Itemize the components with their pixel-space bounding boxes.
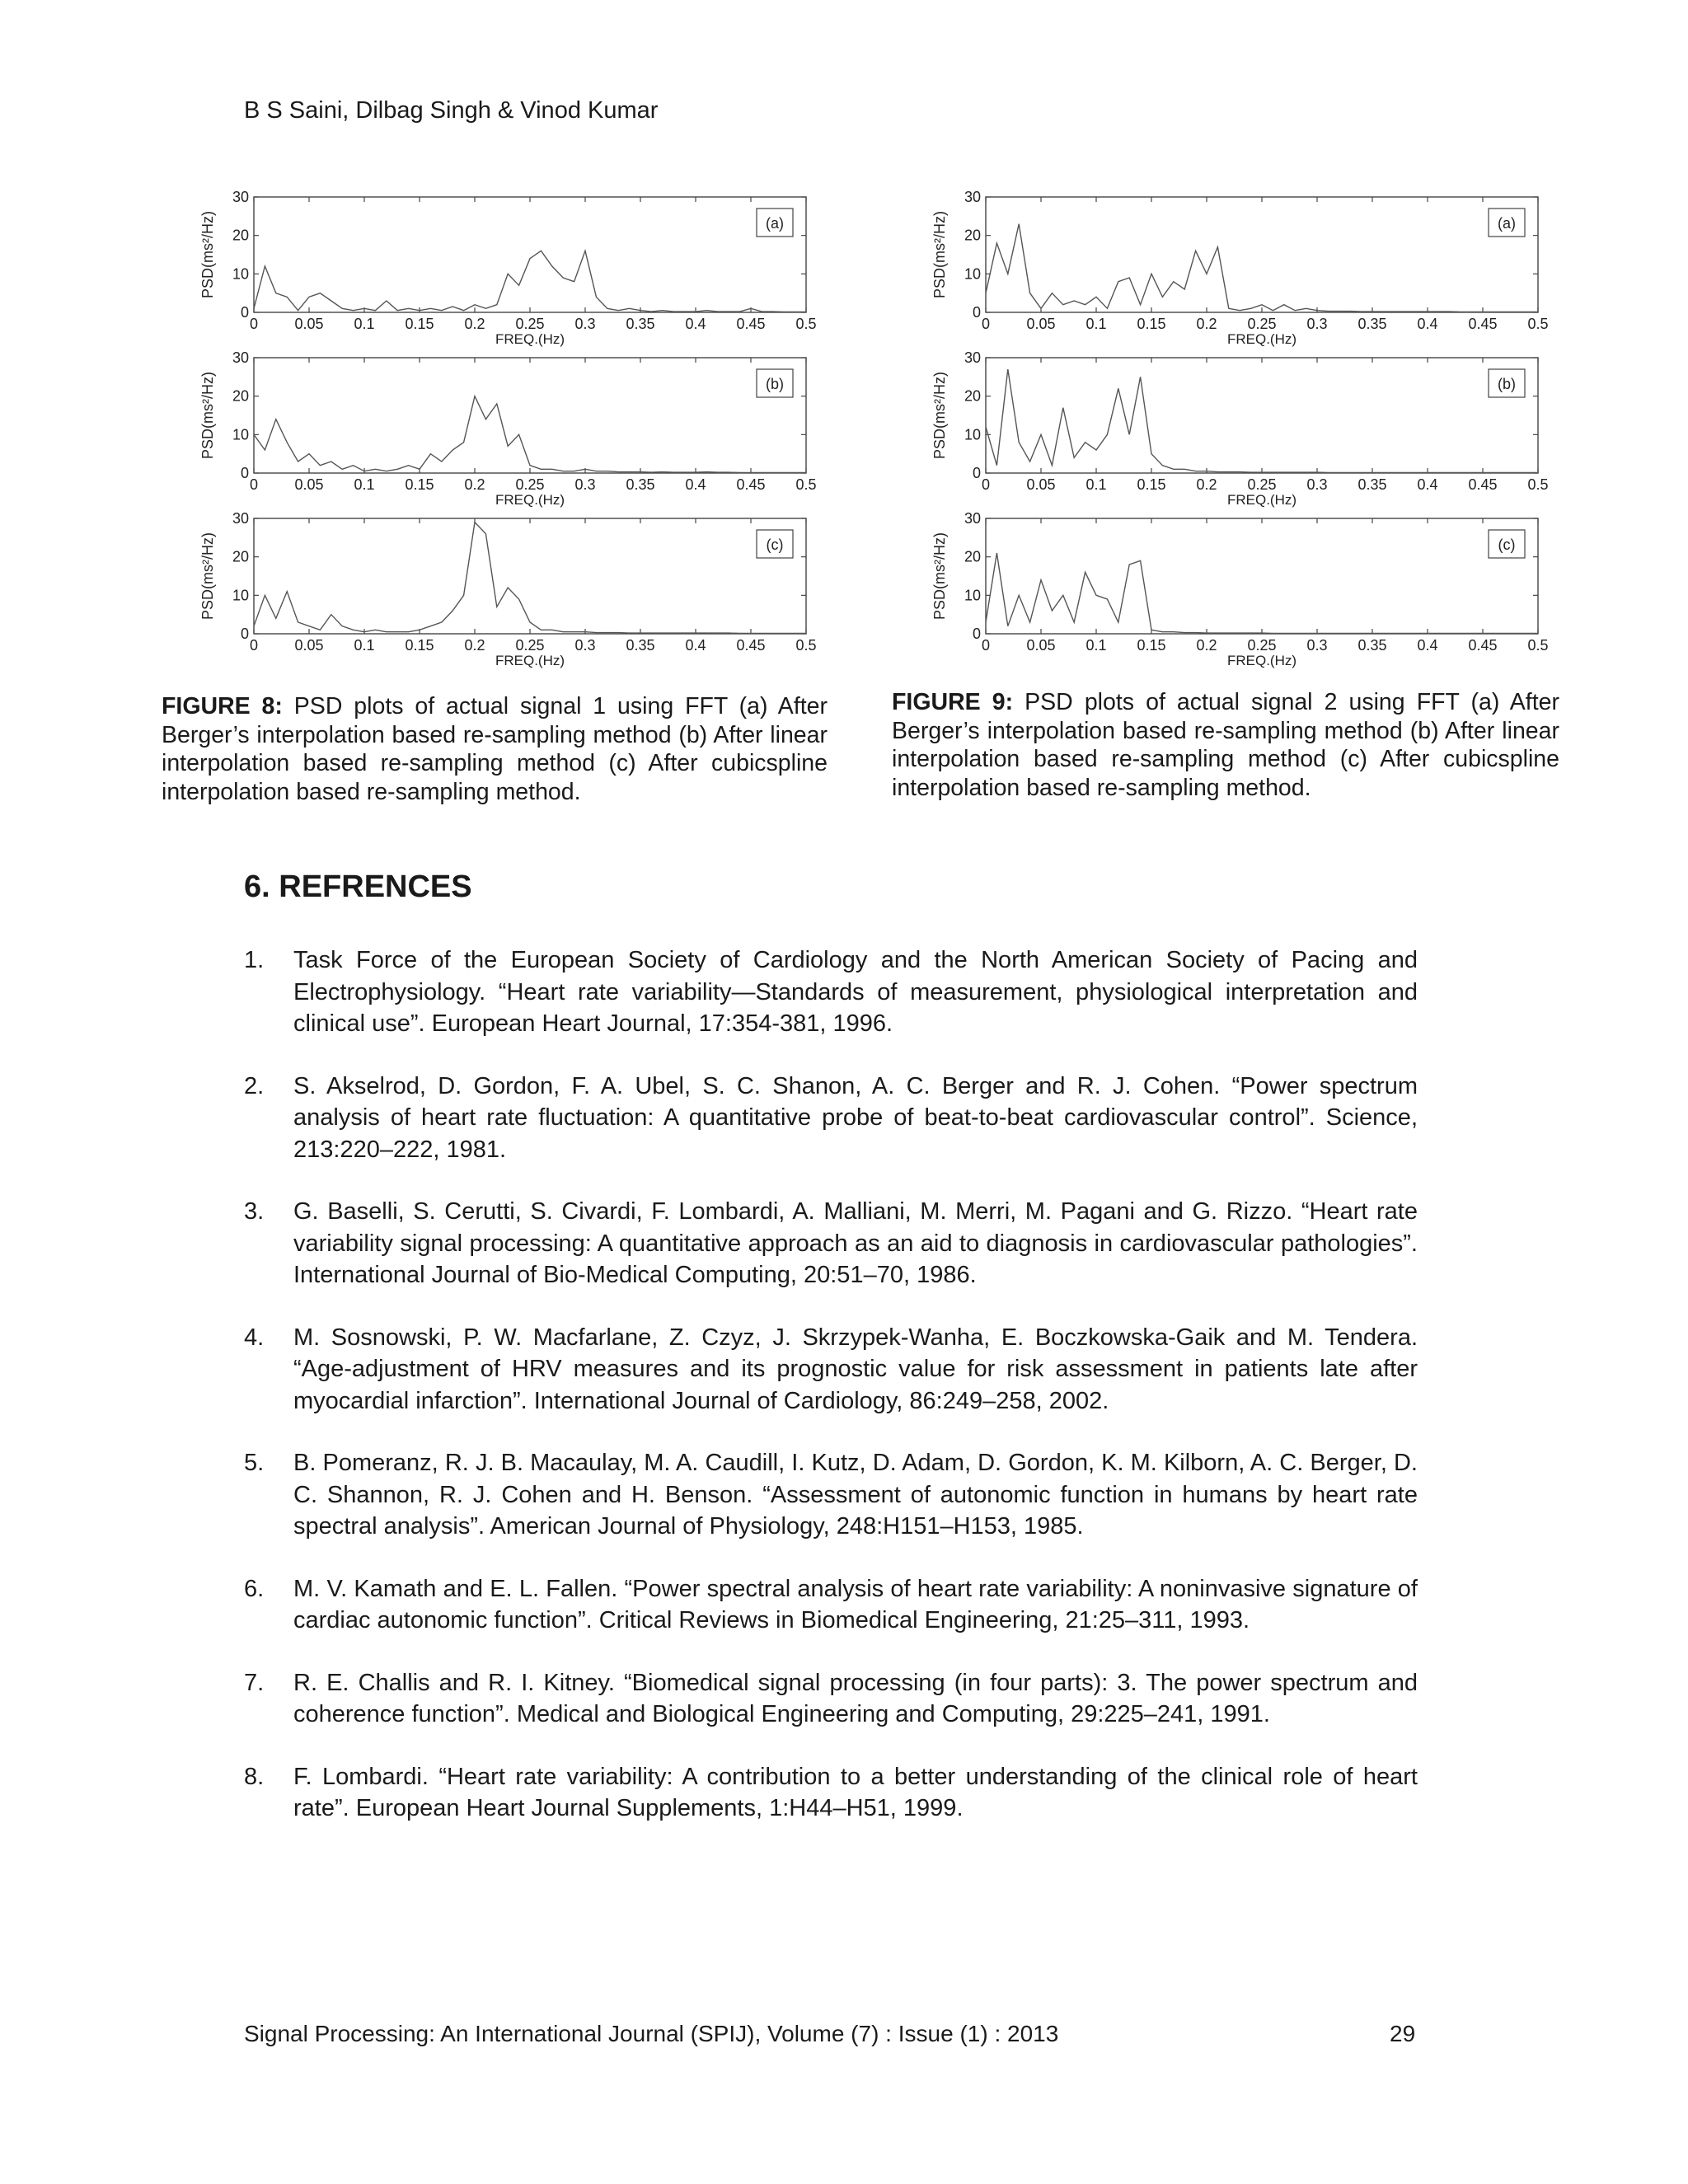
- y-tick-label: 0: [240, 626, 249, 642]
- x-tick-label: 0.4: [685, 316, 706, 332]
- y-tick-label: 30: [232, 349, 249, 366]
- reference-text: B. Pomeranz, R. J. B. Macaulay, M. A. Caudill, I. Kutz, D. Adam, D. Gordon, K. M. Kilborn, A. C. Berger, D. C. Shannon, R. J. Cohen and H. Benson. “Assessment of autonomic function in humans by heart rate spectral analysis”. American Journal of Physiology, 248:H151–H153, 1985.: [293, 1450, 1418, 1540]
- x-axis-label: FREQ.(Hz): [495, 331, 565, 347]
- footer-journal: Signal Processing: An International Journal (SPIJ), Volume (7) : Issue (1) : 2013: [244, 2021, 1059, 2046]
- y-tick-label: 10: [964, 426, 981, 443]
- y-tick-label: 0: [972, 304, 981, 321]
- x-tick-label: 0.1: [354, 637, 375, 654]
- x-tick-label: 0.15: [405, 637, 434, 654]
- x-tick-label: 0.15: [405, 476, 434, 493]
- x-tick-label: 0.35: [626, 637, 655, 654]
- x-tick-label: 0.35: [1357, 476, 1387, 493]
- x-tick-label: 0.3: [1306, 316, 1328, 332]
- reference-text: M. Sosnowski, P. W. Macfarlane, Z. Czyz, J. Skrzypek-Wanha, E. Boczkowska-Gaik and M. Tendera. “Age-adjustment of HRV measures and its prognostic value for risk assessment in patients late after myocardial infarction”. International Journal of Cardiology, 86:249–258, 2002.: [293, 1324, 1418, 1414]
- y-tick-label: 10: [964, 587, 981, 604]
- reference-number: 7.: [244, 1669, 265, 1696]
- fig9-panel-1: [931, 349, 1549, 508]
- fig8-panel-0: [199, 189, 817, 347]
- figure-8-plots: [190, 185, 832, 680]
- x-tick-label: 0.5: [1527, 637, 1549, 654]
- x-axis-label: FREQ.(Hz): [495, 653, 565, 668]
- plot-frame: [986, 197, 1538, 312]
- x-tick-label: 0.35: [1357, 316, 1387, 332]
- figure-9-plots: [921, 185, 1564, 680]
- x-tick-label: 0.3: [1306, 637, 1328, 654]
- y-axis-label: PSD(ms²/Hz): [931, 372, 948, 459]
- plot-frame: [254, 518, 806, 634]
- page-number: 29: [1390, 2021, 1416, 2046]
- x-tick-label: 0.05: [294, 316, 324, 332]
- x-tick-label: 0.4: [1417, 476, 1438, 493]
- x-tick-label: 0.1: [354, 476, 375, 493]
- x-tick-label: 0.1: [1085, 637, 1107, 654]
- panel-label: (b): [766, 376, 784, 392]
- figure-9-caption: [892, 688, 1559, 802]
- reference-item: [244, 1071, 1418, 1166]
- x-tick-label: 0.25: [1247, 637, 1277, 654]
- x-tick-label: 0.2: [1196, 637, 1217, 654]
- x-tick-label: 0.15: [1137, 476, 1166, 493]
- plot-frame: [986, 518, 1538, 634]
- x-tick-label: 0.5: [1527, 316, 1549, 332]
- y-tick-label: 20: [232, 387, 249, 405]
- reference-number: 6.: [244, 1575, 265, 1602]
- reference-item: [244, 1573, 1418, 1637]
- x-tick-label: 0.2: [1196, 476, 1217, 493]
- x-axis-label: FREQ.(Hz): [1226, 492, 1297, 508]
- y-tick-label: 30: [232, 510, 249, 527]
- x-tick-label: 0.05: [294, 476, 324, 493]
- psd-series-line: [986, 553, 1538, 634]
- y-tick-label: 30: [964, 349, 981, 366]
- figure-8-caption-text: PSD plots of actual signal 1 using FFT (a) After Berger’s interpolation based re-sampling method (b) After linear interpolation based re-sampling method (c) After cubicspline interpolation based re-sampling method.: [162, 693, 828, 805]
- reference-text: R. E. Challis and R. I. Kitney. “Biomedical signal processing (in four parts): 3. The power spectrum and coherence function”. Medical and Biological Engineering and Computing, 29:225–241, 1991.: [293, 1669, 1418, 1727]
- panel-label: (a): [1498, 215, 1516, 232]
- y-tick-label: 30: [964, 189, 981, 205]
- y-tick-label: 0: [240, 304, 249, 321]
- x-tick-label: 0.05: [294, 637, 324, 654]
- x-tick-label: 0.4: [685, 476, 706, 493]
- x-tick-label: 0: [249, 476, 259, 493]
- x-tick-label: 0.45: [1468, 476, 1498, 493]
- x-tick-label: 0.25: [1247, 316, 1277, 332]
- reference-text: Task Force of the European Society of Cardiology and the North American Society of Pacing and Electrophysiology. “Heart rate variability—Standards of measurement, physiological interpretation and clinical use”. European Heart Journal, 17:354-381, 1996.: [293, 947, 1418, 1037]
- x-tick-label: 0.45: [736, 476, 766, 493]
- x-tick-label: 0.3: [574, 316, 596, 332]
- x-tick-label: 0.35: [1357, 637, 1387, 654]
- y-axis-label: PSD(ms²/Hz): [199, 532, 216, 620]
- psd-series-line: [986, 369, 1538, 473]
- y-tick-label: 20: [964, 387, 981, 405]
- fig9-panel-0: [931, 189, 1549, 347]
- y-tick-label: 10: [232, 587, 249, 604]
- x-tick-label: 0: [249, 637, 259, 654]
- x-axis-label: FREQ.(Hz): [495, 492, 565, 508]
- reference-item: [244, 1761, 1418, 1825]
- x-tick-label: 0.35: [626, 316, 655, 332]
- reference-text: F. Lombardi. “Heart rate variability: A contribution to a better understanding of the clinical role of heart rate”. European Heart Journal Supplements, 1:H44–H51, 1999.: [293, 1763, 1418, 1821]
- x-tick-label: 0.5: [795, 316, 817, 332]
- section-heading: 6. REFRENCES: [244, 869, 472, 904]
- x-tick-label: 0.3: [1306, 476, 1328, 493]
- x-tick-label: 0.5: [1527, 476, 1549, 493]
- x-tick-label: 0.5: [795, 637, 817, 654]
- y-axis-label: PSD(ms²/Hz): [931, 211, 948, 298]
- psd-series-line: [254, 523, 806, 634]
- x-tick-label: 0.05: [1026, 637, 1056, 654]
- reference-number: 5.: [244, 1450, 265, 1476]
- x-tick-label: 0.1: [1085, 476, 1107, 493]
- reference-list: [244, 944, 1418, 1855]
- panel-label: (b): [1498, 376, 1516, 392]
- x-tick-label: 0.35: [626, 476, 655, 493]
- running-header: B S Saini, Dilbag Singh & Vinod Kumar: [244, 97, 659, 124]
- y-tick-label: 20: [964, 548, 981, 565]
- reference-number: 1.: [244, 947, 265, 973]
- x-tick-label: 0.25: [515, 476, 545, 493]
- figure-8-svg: [190, 185, 832, 680]
- y-axis-label: PSD(ms²/Hz): [199, 211, 216, 298]
- panel-label: (c): [766, 537, 784, 553]
- reference-item: [244, 1196, 1418, 1291]
- figure-8-label: FIGURE 8:: [162, 693, 283, 719]
- fig8-panel-2: [199, 510, 817, 668]
- x-tick-label: 0.15: [1137, 637, 1166, 654]
- x-tick-label: 0.1: [354, 316, 375, 332]
- x-tick-label: 0.25: [1247, 476, 1277, 493]
- x-tick-label: 0.2: [464, 316, 485, 332]
- x-tick-label: 0.25: [515, 637, 545, 654]
- x-tick-label: 0.2: [464, 476, 485, 493]
- x-tick-label: 0.2: [1196, 316, 1217, 332]
- x-tick-label: 0.45: [736, 637, 766, 654]
- y-tick-label: 0: [972, 465, 981, 481]
- y-tick-label: 10: [232, 426, 249, 443]
- x-axis-label: FREQ.(Hz): [1226, 653, 1297, 668]
- y-axis-label: PSD(ms²/Hz): [199, 372, 216, 459]
- x-tick-label: 0.4: [685, 637, 706, 654]
- x-tick-label: 0: [981, 637, 991, 654]
- psd-series-line: [986, 224, 1538, 312]
- y-tick-label: 20: [232, 548, 249, 565]
- x-tick-label: 0.05: [1026, 476, 1056, 493]
- y-tick-label: 30: [964, 510, 981, 527]
- panel-label: (a): [766, 215, 784, 232]
- figure-9-svg: [921, 185, 1564, 680]
- reference-text: G. Baselli, S. Cerutti, S. Civardi, F. Lombardi, A. Malliani, M. Merri, M. Pagani and G. Rizzo. “Heart rate variability signal processing: A quantitative approach as an aid to diagnosis in cardiovascular pathologies”. International Journal of Bio-Medical Computing, 20:51–70, 1986.: [293, 1198, 1418, 1288]
- x-tick-label: 0: [981, 316, 991, 332]
- y-tick-label: 20: [964, 227, 981, 244]
- fig8-panel-1: [199, 349, 817, 508]
- fig9-panel-2: [931, 510, 1549, 668]
- x-tick-label: 0: [981, 476, 991, 493]
- x-tick-label: 0.45: [1468, 637, 1498, 654]
- y-tick-label: 10: [964, 265, 981, 283]
- plot-frame: [986, 358, 1538, 473]
- y-tick-label: 0: [240, 465, 249, 481]
- plot-frame: [254, 358, 806, 473]
- figure-9-caption-text: PSD plots of actual signal 2 using FFT (a) After Berger’s interpolation based re-sampling method (b) After linear interpolation based re-sampling method (c) After cubicspline interpolation based re-sampling method.: [892, 689, 1559, 801]
- plot-frame: [254, 197, 806, 312]
- x-tick-label: 0.25: [515, 316, 545, 332]
- x-tick-label: 0.3: [574, 476, 596, 493]
- reference-item: [244, 1322, 1418, 1418]
- reference-item: [244, 1667, 1418, 1731]
- reference-text: S. Akselrod, D. Gordon, F. A. Ubel, S. C. Shanon, A. C. Berger and R. J. Cohen. “Power spectrum analysis of heart rate fluctuation: A quantitative probe of beat-to-beat cardiovascular control”. Science, 213:220–222, 1981.: [293, 1072, 1418, 1163]
- y-tick-label: 20: [232, 227, 249, 244]
- x-tick-label: 0.4: [1417, 637, 1438, 654]
- y-tick-label: 0: [972, 626, 981, 642]
- reference-number: 3.: [244, 1198, 265, 1225]
- x-tick-label: 0.05: [1026, 316, 1056, 332]
- reference-number: 2.: [244, 1072, 265, 1099]
- psd-series-line: [254, 396, 806, 473]
- x-tick-label: 0.45: [1468, 316, 1498, 332]
- reference-item: [244, 944, 1418, 1040]
- x-tick-label: 0.15: [1137, 316, 1166, 332]
- reference-item: [244, 1447, 1418, 1543]
- reference-number: 4.: [244, 1324, 265, 1351]
- x-tick-label: 0.4: [1417, 316, 1438, 332]
- psd-series-line: [254, 251, 806, 312]
- x-tick-label: 0.5: [795, 476, 817, 493]
- y-tick-label: 10: [232, 265, 249, 283]
- x-tick-label: 0.1: [1085, 316, 1107, 332]
- x-tick-label: 0.2: [464, 637, 485, 654]
- figure-8-caption: [162, 692, 828, 806]
- x-tick-label: 0: [249, 316, 259, 332]
- reference-text: M. V. Kamath and E. L. Fallen. “Power spectral analysis of heart rate variability: A noninvasive signature of cardiac autonomic function”. Critical Reviews in Biomedical Engineering, 21:25–311, 1993.: [293, 1575, 1418, 1633]
- x-axis-label: FREQ.(Hz): [1226, 331, 1297, 347]
- figure-9-label: FIGURE 9:: [892, 689, 1014, 715]
- reference-number: 8.: [244, 1763, 265, 1790]
- y-tick-label: 30: [232, 189, 249, 205]
- y-axis-label: PSD(ms²/Hz): [931, 532, 948, 620]
- panel-label: (c): [1498, 537, 1516, 553]
- x-tick-label: 0.45: [736, 316, 766, 332]
- x-tick-label: 0.15: [405, 316, 434, 332]
- x-tick-label: 0.3: [574, 637, 596, 654]
